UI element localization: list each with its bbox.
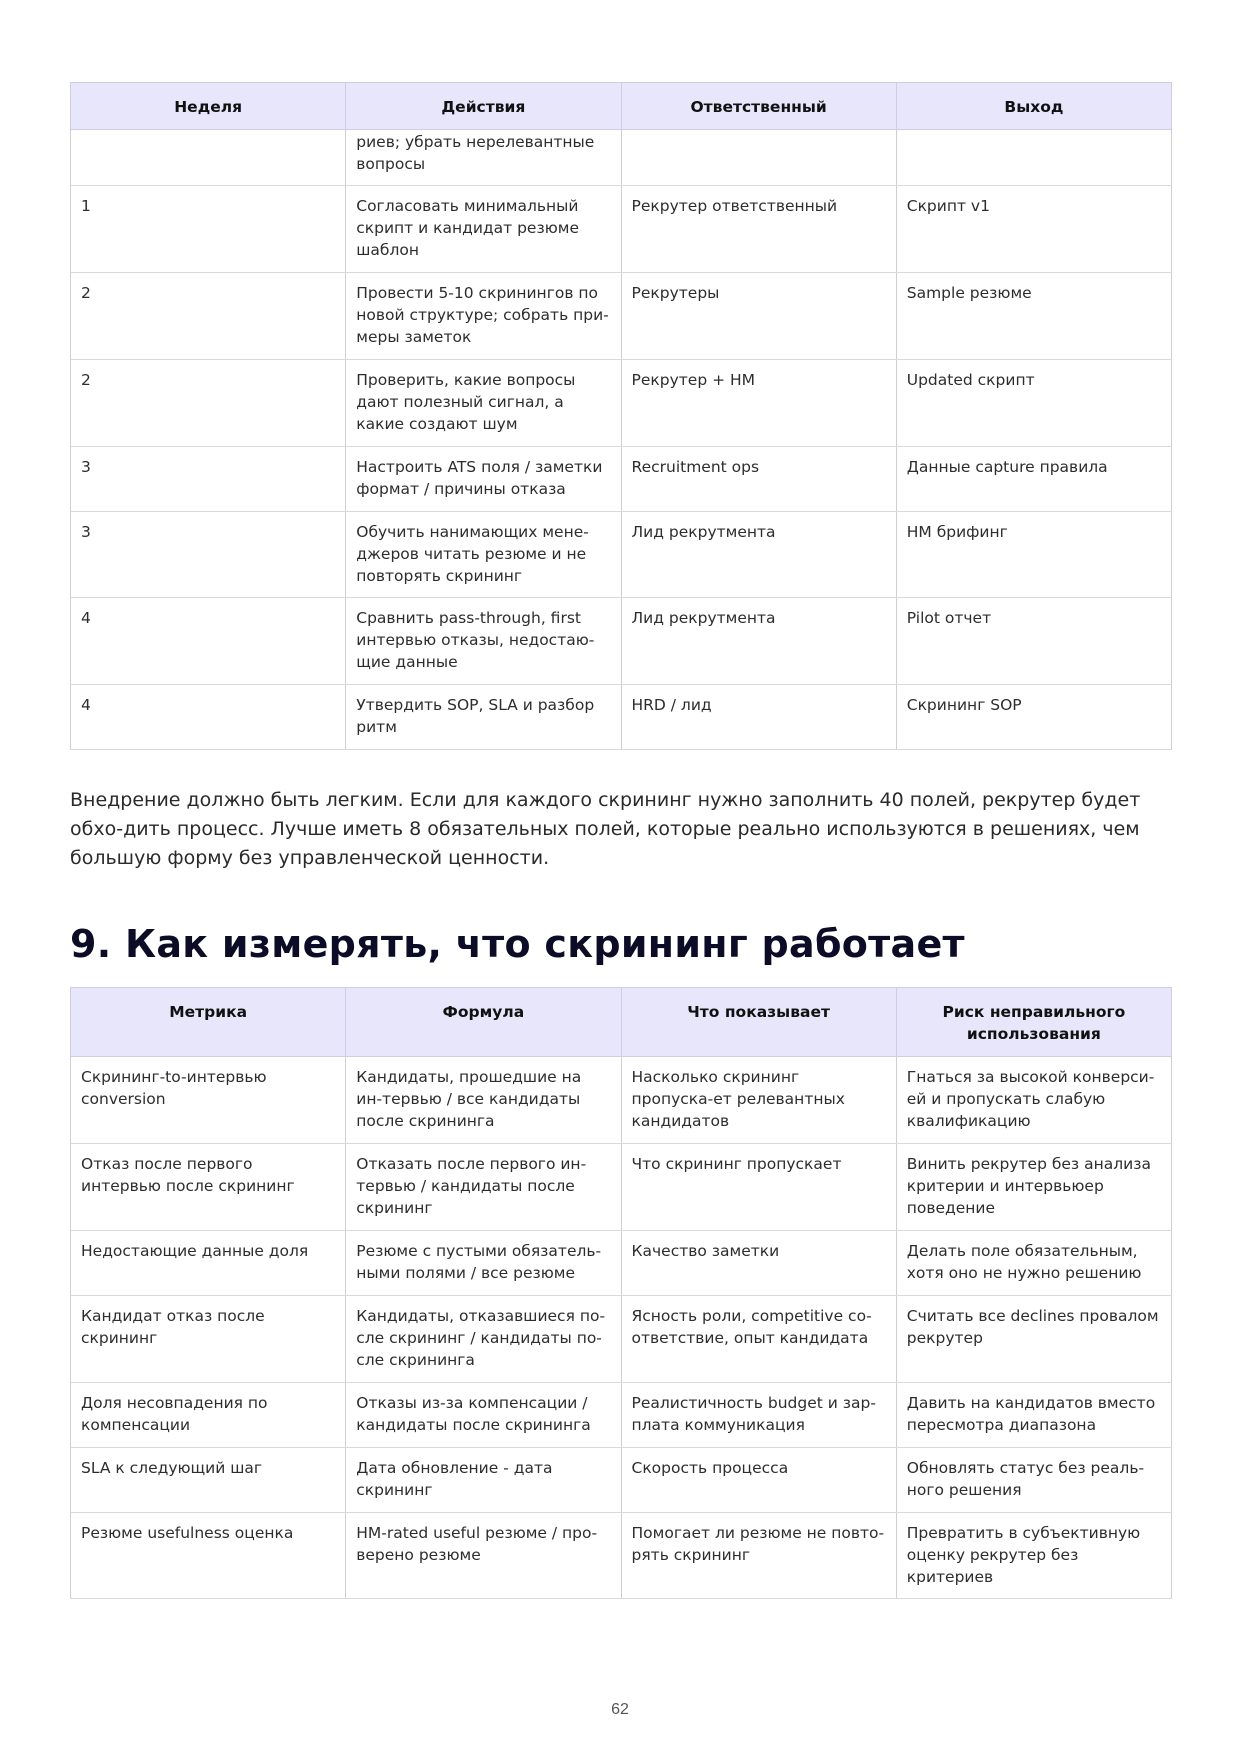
table-cell: Recruitment ops bbox=[621, 447, 896, 512]
table-row bbox=[71, 1383, 1172, 1448]
table-cell: Обучить нанимающих мене-джеров читать резюме и не повторять скрининг bbox=[346, 512, 621, 598]
table-cell: 4 bbox=[71, 598, 346, 685]
table-cell: Помогает ли резюме не повто-рять скрининг bbox=[621, 1513, 896, 1599]
table-row bbox=[71, 1448, 1172, 1513]
column-header-formula: Формула bbox=[346, 988, 621, 1057]
table-cell: Резюме usefulness оценка bbox=[71, 1513, 346, 1599]
table-cell: Дата обновление - дата скрининг bbox=[346, 1448, 621, 1513]
table-row bbox=[71, 1144, 1172, 1231]
table-cell: Согласовать минимальный скрипт и кандидат резюме шаблон bbox=[346, 186, 621, 273]
table-cell: Рекрутеры bbox=[621, 273, 896, 360]
table-cell: Реалистичность budget и зар-плата коммуникация bbox=[621, 1383, 896, 1448]
column-header-actions: Действия bbox=[346, 83, 621, 130]
table-cell: Недостающие данные доля bbox=[71, 1231, 346, 1296]
table-cell: Sample резюме bbox=[896, 273, 1171, 360]
section-title: 9. Как измерять, что скрининг работает bbox=[70, 922, 965, 966]
table-row bbox=[71, 1296, 1172, 1383]
table-row bbox=[71, 130, 1172, 186]
table-cell: Лид рекрутмента bbox=[621, 598, 896, 685]
table-cell: Лид рекрутмента bbox=[621, 512, 896, 598]
table-cell bbox=[621, 130, 896, 186]
column-header-week: Неделя bbox=[71, 83, 346, 130]
column-header-metric: Метрика bbox=[71, 988, 346, 1057]
table-cell: Скорость процесса bbox=[621, 1448, 896, 1513]
table-cell: Гнаться за высокой конверси-ей и пропускать слабую квалификацию bbox=[896, 1057, 1171, 1144]
table-cell: 2 bbox=[71, 360, 346, 447]
table-row bbox=[71, 1057, 1172, 1144]
table-cell: Отказы из-за компенсации / кандидаты после скрининга bbox=[346, 1383, 621, 1448]
rollout-plan-table bbox=[70, 82, 1172, 750]
table-cell: Скрининг-to-интервью conversion bbox=[71, 1057, 346, 1144]
table-cell: Настроить ATS поля / заметки формат / причины отказа bbox=[346, 447, 621, 512]
table-cell: Отказ после первого интервью после скрининг bbox=[71, 1144, 346, 1231]
table-row bbox=[71, 186, 1172, 273]
table-row bbox=[71, 360, 1172, 447]
table-cell: Резюме с пустыми обязатель-ными полями / все резюме bbox=[346, 1231, 621, 1296]
table-cell: Скрининг SOP bbox=[896, 685, 1171, 750]
table-cell: 3 bbox=[71, 512, 346, 598]
table-cell: Pilot отчет bbox=[896, 598, 1171, 685]
column-header-risk: Риск неправильного использования bbox=[896, 988, 1171, 1057]
table-row bbox=[71, 512, 1172, 598]
table-cell: 2 bbox=[71, 273, 346, 360]
table-cell: HM-rated useful резюме / про-верено резюме bbox=[346, 1513, 621, 1599]
table-cell: Данные capture правила bbox=[896, 447, 1171, 512]
body-paragraph: Внедрение должно быть легким. Если для каждого скрининг нужно заполнить 40 полей, рекрутер будет обхо-дить процесс. Лучше иметь 8 обязательных полей, которые реально используются в решениях, чем большую форму без управленческой ценности. bbox=[70, 789, 1141, 869]
table-cell bbox=[896, 130, 1171, 186]
table-cell: Кандидаты, отказавшиеся по-сле скрининг / кандидаты по-сле скрининга bbox=[346, 1296, 621, 1383]
table-cell: Провести 5-10 скринингов по новой структуре; собрать при-меры заметок bbox=[346, 273, 621, 360]
table-header-row bbox=[71, 988, 1172, 1057]
table-cell: Давить на кандидатов вместо пересмотра диапазона bbox=[896, 1383, 1171, 1448]
table-cell: Сравнить pass-through, first интервью отказы, недостаю-щие данные bbox=[346, 598, 621, 685]
table-cell: Превратить в субъективную оценку рекрутер без критериев bbox=[896, 1513, 1171, 1599]
table-cell bbox=[71, 130, 346, 186]
table-row bbox=[71, 598, 1172, 685]
column-header-shows: Что показывает bbox=[621, 988, 896, 1057]
table-cell: Доля несовпадения по компенсации bbox=[71, 1383, 346, 1448]
table-cell: Винить рекрутер без анализа критерии и интервьюер поведение bbox=[896, 1144, 1171, 1231]
table-cell: Проверить, какие вопросы дают полезный сигнал, а какие создают шум bbox=[346, 360, 621, 447]
table-cell: Кандидат отказ после скрининг bbox=[71, 1296, 346, 1383]
table-cell: 1 bbox=[71, 186, 346, 273]
table-cell: HM брифинг bbox=[896, 512, 1171, 598]
column-header-output: Выход bbox=[896, 83, 1171, 130]
table-cell: Что скрининг пропускает bbox=[621, 1144, 896, 1231]
table-cell: Кандидаты, прошедшие на ин-тервью / все кандидаты после скрининга bbox=[346, 1057, 621, 1144]
table-header-row bbox=[71, 83, 1172, 130]
table-cell: Обновлять статус без реаль-ного решения bbox=[896, 1448, 1171, 1513]
table-cell: Ясность роли, competitive со-ответствие, опыт кандидата bbox=[621, 1296, 896, 1383]
table-cell: Делать поле обязательным, хотя оно не нужно решению bbox=[896, 1231, 1171, 1296]
table-cell: риев; убрать нерелевантные вопросы bbox=[346, 130, 621, 186]
table-cell: SLA к следующий шаг bbox=[71, 1448, 346, 1513]
table-cell: Насколько скрининг пропуска-ет релевантных кандидатов bbox=[621, 1057, 896, 1144]
table-cell: 3 bbox=[71, 447, 346, 512]
table-cell: Отказать после первого ин-тервью / кандидаты после скрининг bbox=[346, 1144, 621, 1231]
page-number: 62 bbox=[611, 1701, 629, 1718]
table-cell: Скрипт v1 bbox=[896, 186, 1171, 273]
table-cell: Качество заметки bbox=[621, 1231, 896, 1296]
table-row bbox=[71, 447, 1172, 512]
table-row bbox=[71, 685, 1172, 750]
table-cell: Updated скрипт bbox=[896, 360, 1171, 447]
table-row bbox=[71, 1231, 1172, 1296]
table-row bbox=[71, 1513, 1172, 1599]
table-cell: Утвердить SOP, SLA и разбор ритм bbox=[346, 685, 621, 750]
metrics-table bbox=[70, 987, 1172, 1599]
page-content bbox=[70, 82, 1172, 1599]
column-header-owner: Ответственный bbox=[621, 83, 896, 130]
table-cell: HRD / лид bbox=[621, 685, 896, 750]
table-cell: Рекрутер + HM bbox=[621, 360, 896, 447]
table-cell: Считать все declines провалом рекрутер bbox=[896, 1296, 1171, 1383]
table-row bbox=[71, 273, 1172, 360]
table-cell: 4 bbox=[71, 685, 346, 750]
table-cell: Рекрутер ответственный bbox=[621, 186, 896, 273]
